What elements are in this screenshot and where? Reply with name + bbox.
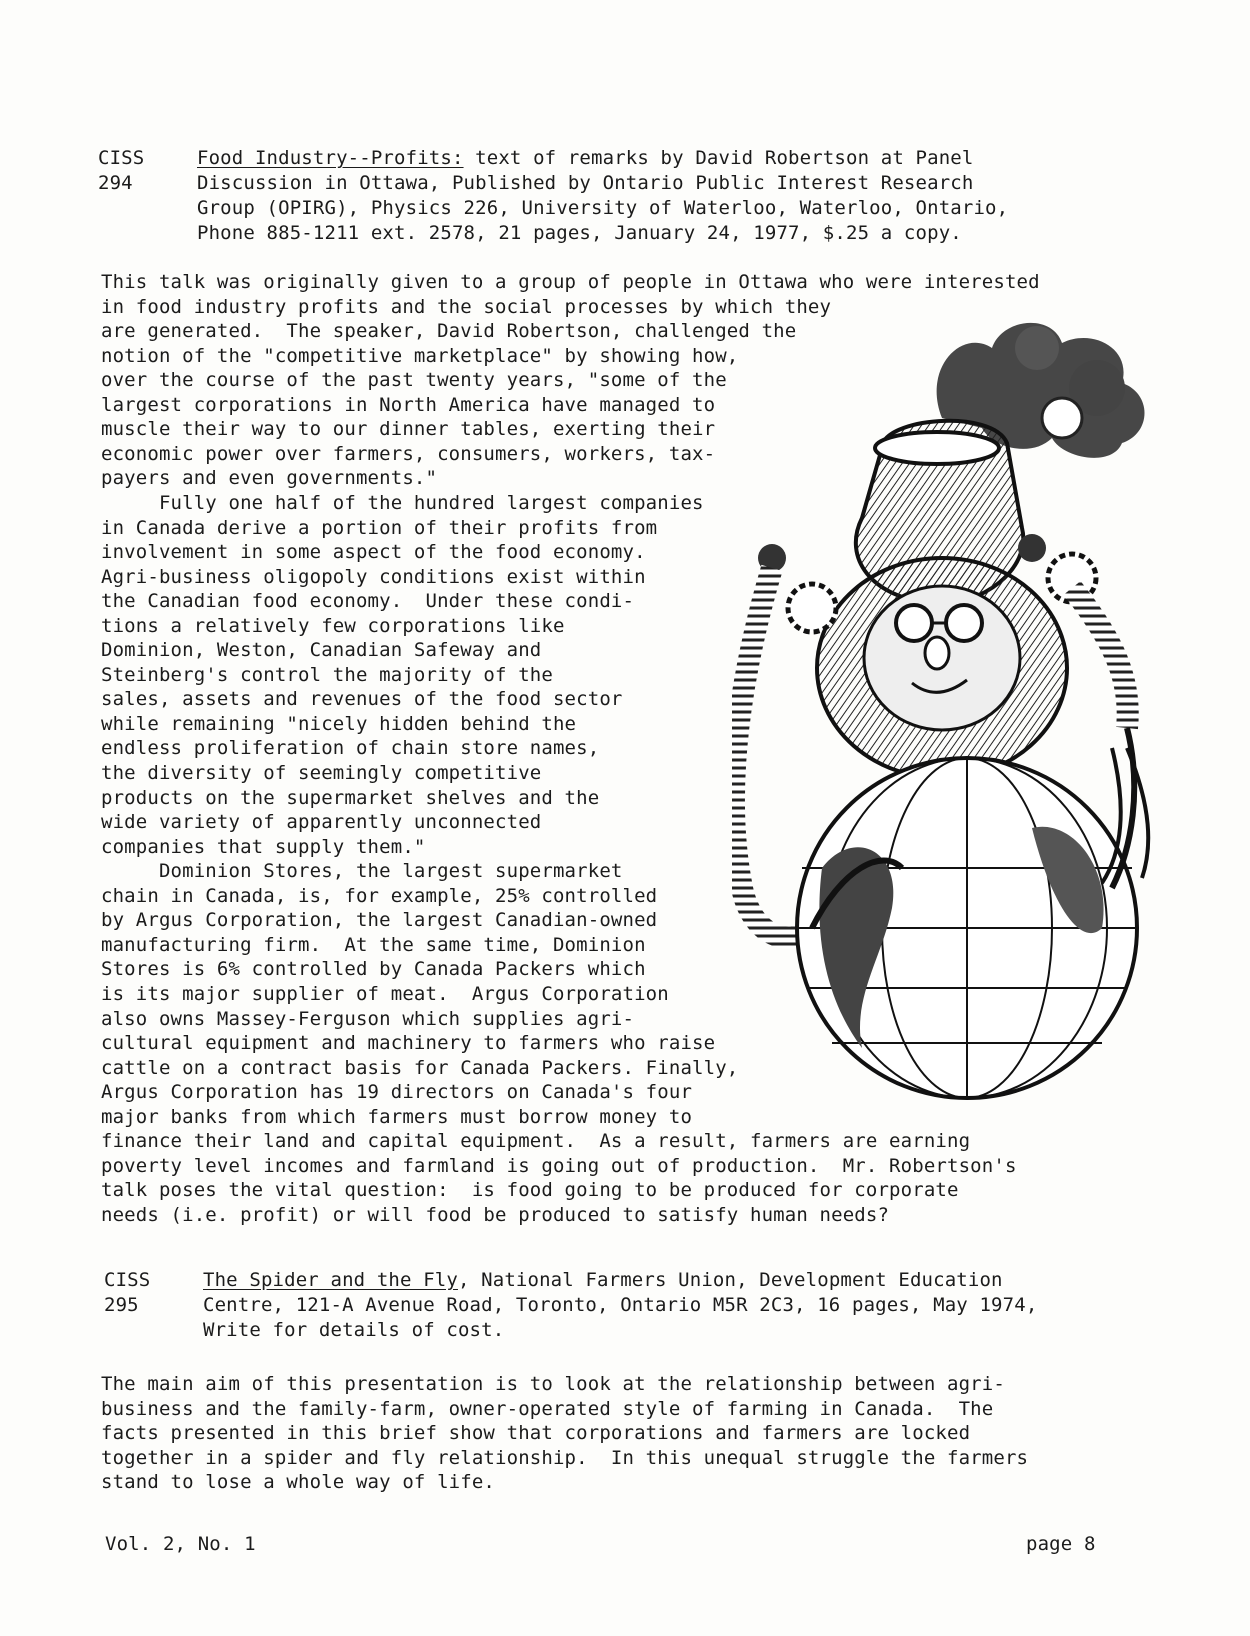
text-line: the diversity of seemingly competitive xyxy=(101,762,542,784)
volume-label: Vol. 2, No. 1 xyxy=(105,1533,256,1555)
citation-line: Group (OPIRG), Physics 226, University of Waterloo, Waterloo, Ontario, xyxy=(197,197,1009,219)
text-line: cattle on a contract basis for Canada Packers. Finally, xyxy=(101,1056,739,1079)
ciss-number: 295 xyxy=(104,1294,139,1316)
page-number: page 8 xyxy=(1026,1533,1096,1555)
text-line: wide variety of apparently unconnected xyxy=(101,811,542,834)
text-line: also owns Massey-Ferguson which supplies agri- xyxy=(101,1007,635,1030)
text-line: payers and even governments." xyxy=(101,467,438,490)
text-line: involvement in some aspect of the food economy. xyxy=(101,541,646,564)
text-line: economic power over farmers, consumers, workers, tax- xyxy=(101,442,716,465)
text-line: in food industry profits and the social processes by which they xyxy=(101,295,832,318)
text-line: Stores is 6% controlled by Canada Packers which xyxy=(101,958,646,981)
text-line: The main aim of this presentation is to look at the relationship between agri- xyxy=(101,1373,1005,1395)
text-line: chain in Canada, is, for example, 25% controlled xyxy=(101,884,658,907)
text-line: sales, assets and revenues of the food sector xyxy=(101,688,623,711)
text-line: over the course of the past twenty years, "some of the xyxy=(101,369,727,392)
citation-295 xyxy=(203,1268,1037,1343)
citation-line: text of remarks by David Robertson at Panel xyxy=(463,147,974,169)
text-line: major banks from which farmers must borrow money to xyxy=(101,1105,693,1128)
text-line: Fully one half of the hundred largest companies xyxy=(101,491,704,514)
text-line: manufacturing firm. At the same time, Dominion xyxy=(101,933,646,956)
ciss-label: CISS xyxy=(98,147,145,169)
text-line: facts presented in this brief show that corporations and farmers are locked xyxy=(101,1422,971,1444)
text-line: companies that supply them." xyxy=(101,835,426,858)
citation-line: Phone 885-1211 ext. 2578, 21 pages, January 24, 1977, $.25 a copy. xyxy=(197,222,962,244)
text-line: cultural equipment and machinery to farmers who raise xyxy=(101,1032,716,1055)
text-line: tions a relatively few corporations like xyxy=(101,614,565,637)
text-line: needs (i.e. profit) or will food be produced to satisfy human needs? xyxy=(101,1203,890,1226)
citation-line: Write for details of cost. xyxy=(203,1319,505,1341)
text-line: Argus Corporation has 19 directors on Canada's four xyxy=(101,1081,693,1104)
text-line: muscle their way to our dinner tables, exerting their xyxy=(101,418,716,441)
text-line: stand to lose a whole way of life. xyxy=(101,1471,496,1493)
text-line: talk poses the vital question: is food going to be produced for corporate xyxy=(101,1179,959,1202)
text-line: finance their land and capital equipment. As a result, farmers are earning xyxy=(101,1130,971,1153)
citation-title: The Spider and the Fly xyxy=(203,1269,458,1291)
text-line: Agri-business oligopoly conditions exist within xyxy=(101,565,646,588)
text-line: while remaining "nicely hidden behind the xyxy=(101,712,577,735)
citation-line: Discussion in Ottawa, Published by Ontario Public Interest Research xyxy=(197,172,974,194)
citation-line: Centre, 121-A Avenue Road, Toronto, Ontario M5R 2C3, 16 pages, May 1974, xyxy=(203,1294,1038,1316)
ciss-number: 294 xyxy=(98,172,133,194)
text-line: Dominion Stores, the largest supermarket xyxy=(101,860,623,883)
text-line: notion of the "competitive marketplace" by showing how, xyxy=(101,344,739,367)
ciss-label: CISS xyxy=(104,1269,151,1291)
text-line: business and the family-farm, owner-operated style of farming in Canada. The xyxy=(101,1397,994,1420)
text-line: endless proliferation of chain store names, xyxy=(101,737,600,760)
text-line: by Argus Corporation, the largest Canadian-owned xyxy=(101,909,658,932)
text-line: This talk was originally given to a group of people in Ottawa who were interested xyxy=(101,271,1040,293)
text-line: products on the supermarket shelves and the xyxy=(101,786,600,809)
text-line: poverty level incomes and farmland is going out of production. Mr. Robertson's xyxy=(101,1154,1017,1177)
citation-title: Food Industry--Profits: xyxy=(197,147,464,169)
globe-illustration xyxy=(732,308,1172,1108)
text-line: largest corporations in North America have managed to xyxy=(101,393,716,416)
text-line: the Canadian food economy. Under these condi- xyxy=(101,590,635,613)
text-line: together in a spider and fly relationship. In this unequal struggle the farmers xyxy=(101,1446,1029,1469)
text-line: Steinberg's control the majority of the xyxy=(101,663,553,686)
text-line: in Canada derive a portion of their profits from xyxy=(101,516,658,539)
citation-line: , National Farmers Union, Development Education xyxy=(457,1269,1003,1291)
citation-294 xyxy=(197,146,1008,246)
text-line: are generated. The speaker, David Robertson, challenged the xyxy=(101,320,797,343)
text-line: Dominion, Weston, Canadian Safeway and xyxy=(101,639,542,662)
text-line: is its major supplier of meat. Argus Corporation xyxy=(101,982,669,1005)
